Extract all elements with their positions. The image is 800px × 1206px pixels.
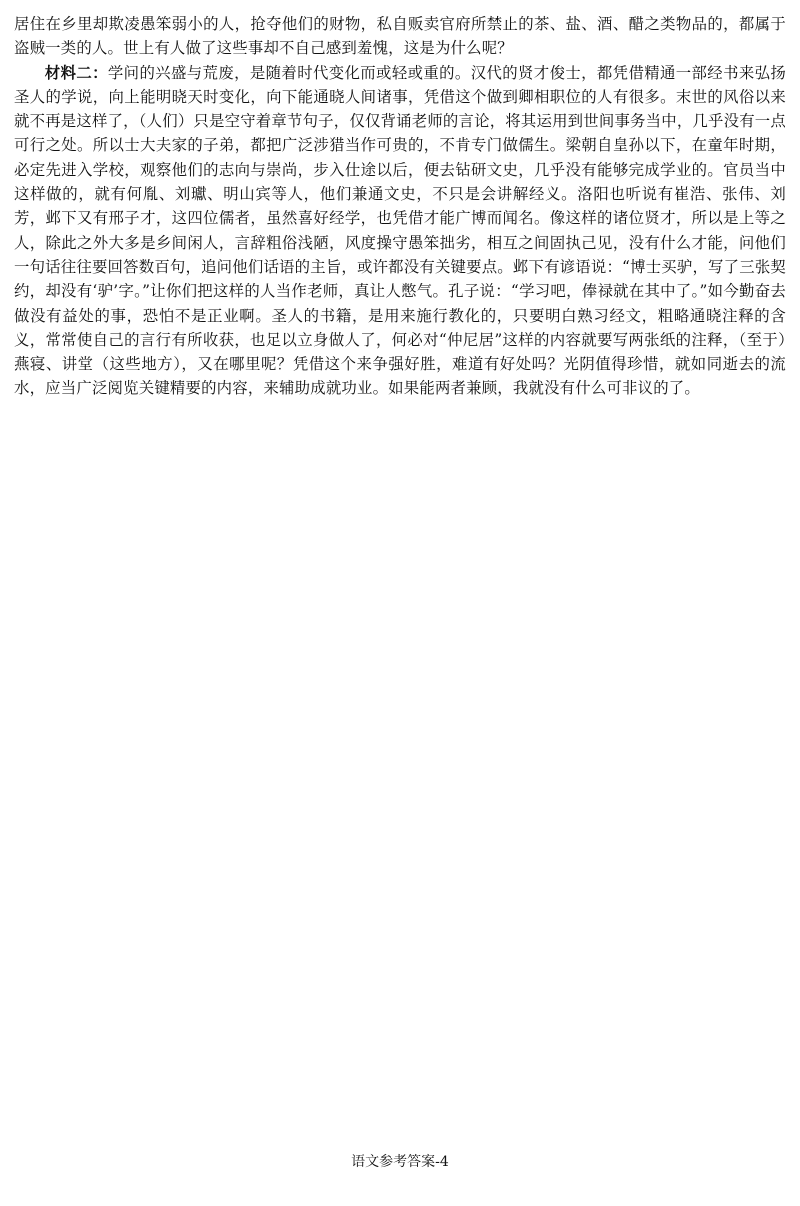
material-label: 材料二： <box>44 63 108 82</box>
paragraph-continued <box>14 12 786 61</box>
page-number-label: 语文参考答案-4 <box>351 1154 449 1170</box>
page-footer <box>0 1152 800 1172</box>
answer-page <box>14 12 786 401</box>
paragraph-text: 学问的兴盛与荒废，是随着时代变化而或轻或重的。汉代的贤才俊士，都凭借精通一部经书来弘扬圣人的学说，向上能明晓天时变化，向下能通晓人间诸事，凭借这个做到卿相职位的人有很多。末世的风俗以来就不再是这样了，（人们）只是空守着章节句子，仅仅背诵老师的言论，将其运用到世间事务当中，几乎没有一点可行之处。所以士大夫家的子弟，都把广泛涉猎当作可贵的，不肯专门做儒生。梁朝自皇孙以下，在童年时期，必定先进入学校，观察他们的志向与崇尚，步入仕途以后，便去钻研文史，几乎没有能够完成学业的。官员当中这样做的，就有何胤、刘瓛、明山宾等人，他们兼通文史，不只是会讲解经义。洛阳也听说有崔浩、张伟、刘芳，邺下又有邢子才，这四位儒者，虽然喜好经学，也凭借才能广博而闻名。像这样的诸位贤才，所以是上等之人，除此之外大多是乡间闲人，言辞粗俗浅陋，风度操守愚笨拙劣，相互之间固执己见，没有什么才能，问他们一句话往往要回答数百句，追问他们话语的主旨，或许都没有关键要点。邺下有谚语说：“博士买驴，写了三张契约，却没有‘驴’字。”让你们把这样的人当作老师，真让人憋气。孔子说：“学习吧，俸禄就在其中了。”如今勤奋去做没有益处的事，恐怕不是正业啊。圣人的书籍，是用来施行教化的，只要明白熟习经文，粗略通晓注释的含义，常常使自己的言行有所收获，也足以立身做人了，何必对“仲尼居”这样的内容就要写两张纸的注释，（至于）燕寝、讲堂（这些地方），又在哪里呢？凭借这个来争强好胜，难道有好处吗？光阴值得珍惜，就如同逝去的流水，应当广泛阅览关键精要的内容，来辅助成就功业。如果能两者兼顾，我就没有什么可非议的了。 <box>14 63 787 398</box>
paragraph-text: 居住在乡里却欺凌愚笨弱小的人，抢夺他们的财物，私自贩卖官府所禁止的茶、盐、酒、醋之类物品的，都属于盗贼一类的人。世上有人做了这些事却不自己感到羞愧，这是为什么呢？ <box>14 15 786 58</box>
paragraph-material-two <box>14 61 786 401</box>
